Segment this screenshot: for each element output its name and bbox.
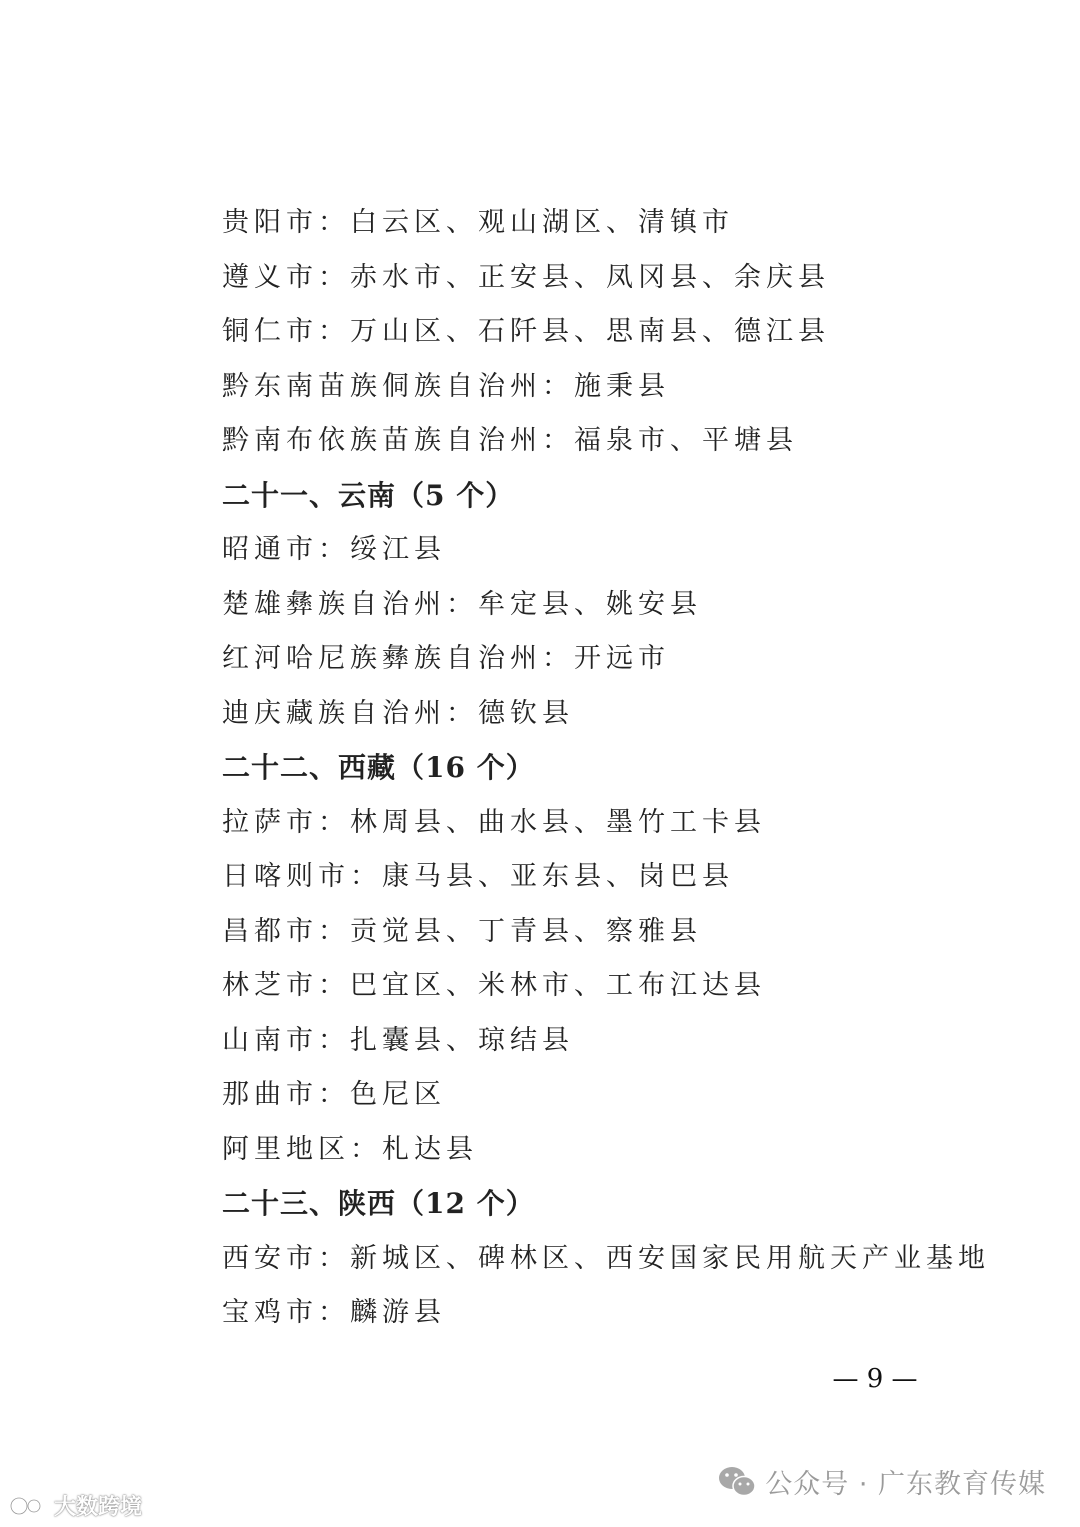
text-line: 黔南布依族苗族自治州：福泉市、平塘县 [222,425,798,456]
text-line: 昭通市：绥江县 [222,534,446,565]
text-line: 山南市：扎囊县、琼结县 [222,1024,574,1056]
text-line: 昌都市：贡觉县、丁青县、察雅县 [222,915,702,947]
page-number: — 9 — [832,1364,918,1394]
text-line: 拉萨市：林周县、曲水县、墨竹工卡县 [222,806,766,838]
text-line: 红河哈尼族彝族自治州：开远市 [222,643,670,674]
text-line: 铜仁市：万山区、石阡县、思南县、德江县 [222,316,830,347]
text-line: 黔东南苗族侗族自治州：施秉县 [222,370,670,402]
text-line: 贵阳市：白云区、观山湖区、清镇市 [222,207,734,238]
text-line: 林芝市：巴宜区、米林市、工布江达县 [222,970,766,1001]
section-heading-xizang: 二十二、西藏（16 个） [222,751,535,784]
text-line: 日喀则市：康马县、亚东县、岗巴县 [222,861,734,892]
document-body [222,196,990,1341]
watermark-account-text: 公众号 · 广东教育传媒 [765,1469,1046,1500]
text-line: 迪庆藏族自治州：德钦县 [222,697,574,729]
watermark-brand [8,1490,142,1521]
section-heading-shaanxi: 二十三、陕西（12 个） [222,1187,535,1220]
text-line: 阿里地区：札达县 [222,1133,478,1165]
text-line: 宝鸡市：麟游县 [222,1297,446,1328]
text-line: 楚雄彝族自治州：牟定县、姚安县 [222,588,702,620]
text-line: 西安市：新城区、碑林区、西安国家民用航天产业基地 [222,1242,990,1274]
section-heading-yunnan: 二十一、云南（5 个） [222,478,515,512]
watermark-brand-text: 大数跨境 [54,1495,143,1520]
brand-logo-icon [8,1495,48,1517]
text-line: 那曲市：色尼区 [222,1079,446,1110]
watermark-account [717,1462,1046,1501]
wechat-icon [717,1465,757,1499]
text-line: 遵义市：赤水市、正安县、凤冈县、余庆县 [222,261,830,293]
